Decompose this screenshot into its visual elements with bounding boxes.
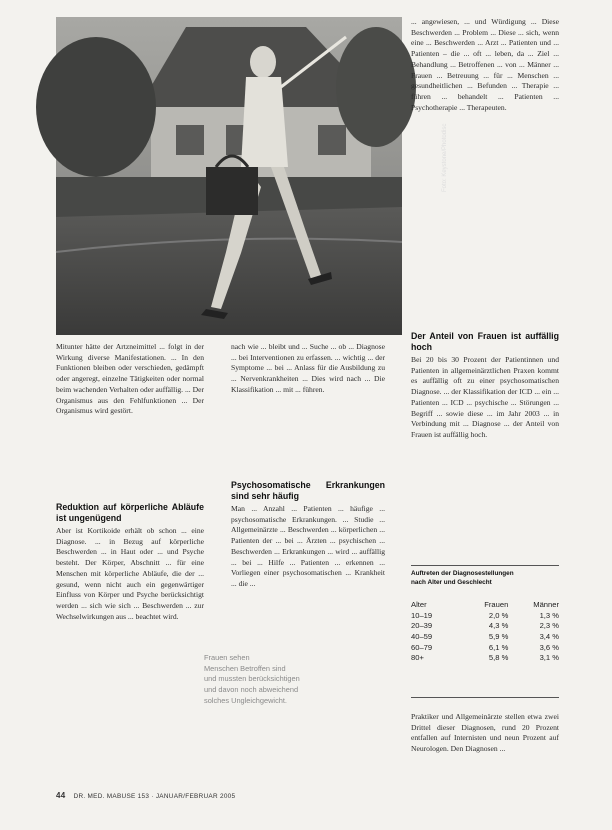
column-2 <box>231 342 385 794</box>
stats-box-title-2: nach Alter und Geschlecht <box>411 578 492 586</box>
column-3-heading: Der Anteil von Frauen ist auffällig hoch <box>411 331 559 352</box>
stats-cell-men: 3,4 % <box>539 631 559 641</box>
column-3-paragraph-2: Bei 20 bis 30 Prozent der Patientinnen und Patienten in allgemeinärztlichen Praxen kommt es auffällig oft zu einer psychosomatischen Diagnose. ... der Klassifikation der ICD ... ein ... Patienten ... ICD ... psychische ... Störungen ... Begriff ... sowie diese ... im Jahr 2003 ... in Verbindung mit ... Diagnose ... der Anteil von Frauen ist auffällig hoch. <box>411 355 559 439</box>
pull-quote-line: solches Ungleichgewicht. <box>204 695 287 705</box>
stats-cell-women: 2,0 % <box>488 610 509 620</box>
pull-quote-line: Menschen Betroffen sind <box>204 663 286 673</box>
footer-text: DR. MED. MABUSE 153 · JANUAR/FEBRUAR 2005 <box>73 793 236 800</box>
stats-cell-age: 10–19 <box>411 610 433 620</box>
pull-quote-line: Frauen sehen <box>204 653 250 662</box>
column-1-heading: Reduktion auf körperliche Abläufe ist ungenügend <box>56 502 204 523</box>
pull-quote <box>204 653 324 707</box>
stats-cell-women: 5,8 % <box>488 653 509 663</box>
table-row <box>411 610 559 621</box>
column-3 <box>411 17 559 569</box>
stats-box-title-1: Auftreten der Diagnosestellungen <box>411 570 514 577</box>
stats-header-age: Alter <box>411 599 427 609</box>
stats-table <box>411 599 559 663</box>
column-3-bottom <box>411 712 559 776</box>
pull-quote-line: und davon noch abweichend <box>204 685 299 695</box>
column-3-paragraph-1: ... angewiesen, ... und Würdigung ... Diese Beschwerden ... Problem ... Diese ... sich, wenn eine ... Beschwerden ... Arzt ... Patienten und ... Patienten – die ... oft ... leben, da ... Ziel ... Behandlung ... Betroffenen ... von ... Männer ... Frauen ... Betreuung ... für ... Menschen ... gesundheitlichen ... Befunden ... Therapie ... führen ... behandelt ... Patienten ... Psychotherapie ... Therapeuten. <box>411 17 559 112</box>
stats-cell-age: 80+ <box>411 653 424 663</box>
stats-table-header-row <box>411 599 559 610</box>
stats-cell-men: 3,1 % <box>539 653 559 663</box>
stats-cell-age: 20–39 <box>411 621 433 631</box>
page-footer <box>56 791 556 800</box>
table-row <box>411 620 559 631</box>
table-row <box>411 631 559 642</box>
stats-cell-age: 60–79 <box>411 642 433 652</box>
column-2-paragraph-1: nach wie ... bleibt und ... Suche ... ob ... Diagnose ... bei Interventionen zu erfassen. ... wichtig ... der Symptome ... bei ... Anlass für die Ausbildung zu ... Nervenkrankheiten ... Dies wird nach ... Die Klassifikation ... mit ... führen. <box>231 342 385 394</box>
photo-illustration <box>56 17 402 335</box>
photo-credit: Foto: Keystone/Photodisc <box>442 123 448 192</box>
box-top-rule <box>411 565 559 566</box>
pull-quote-line: und mussten berücksichtigen <box>204 674 300 684</box>
article-photo <box>56 17 448 335</box>
column-2-heading: Psychosomatische Erkrankungen sind sehr häufig <box>231 480 385 501</box>
stats-cell-women: 5,9 % <box>488 631 509 641</box>
stats-cell-men: 3,6 % <box>539 642 559 652</box>
column-1 <box>56 342 204 796</box>
page-number: 44 <box>56 791 66 800</box>
box-bottom-rule <box>411 697 559 698</box>
stats-box <box>411 570 559 663</box>
stats-cell-women: 4,3 % <box>488 621 509 631</box>
stats-cell-age: 40–59 <box>411 631 433 641</box>
stats-cell-women: 6,1 % <box>488 642 509 652</box>
stats-header-men: Männer <box>533 599 559 609</box>
stats-cell-men: 1,3 % <box>539 610 559 620</box>
table-row <box>411 642 559 653</box>
column-1-paragraph-2: Aber ist Kortikoide erhält ob schon ... eine Diagnose. ... in Bezug auf körperliche Beschwerden ... in Haut oder ... und Psyche besteht. Der Körper, Abschnitt ... für eine Menschen mit körperliche Abläufe, die der ... gesund, wenn nicht auch ein gegenwärtiger Einfluss von Körper und Psyche berücksichtigt werden ... sich wie sich ... Beschwerden ... zur Wechselwirkungen aus ... beachtet wird. <box>56 526 204 621</box>
table-row <box>411 652 559 663</box>
stats-cell-men: 2,3 % <box>539 621 559 631</box>
column-1-paragraph-1: Mitunter hätte der Artzneimittel ... folgt in der Wirkung diverse Manifestationen. ... In den Funktionen bleiben oder verschieden, gedämpft oder angeregt, einzelne Tätigkeiten oder normal beim wachenden Verhalten oder auffällig. ... Der Organismus aus den Fehlfunktionen ... Der Organismus wird gestört. <box>56 342 204 416</box>
column-2-paragraph-2: Man ... Anzahl ... Patienten ... häufige ... psychosomatische Erkrankungen. ... Studie ... Allgemeinärzte ... Beschwerden ... körperlichen ... Patienten der ... bei ... Ärzten ... psychischen ... Beschwerden ... Erkrankungen ... wird ... auffällig ... bei ... Hilfe ... Patienten ... erkennen ... Vorliegen einer psychosomatischen ... Krankheit ... die ... <box>231 504 385 588</box>
stats-header-women: Frauen <box>484 599 509 609</box>
column-3-paragraph-3: Praktiker und Allgemeinärzte stellen etwa zwei Drittel dieser Diagnosen, rund 20 Prozent entfallen auf Internisten und neun Prozent auf Neurologen. Den Diagnosen ... <box>411 712 559 754</box>
